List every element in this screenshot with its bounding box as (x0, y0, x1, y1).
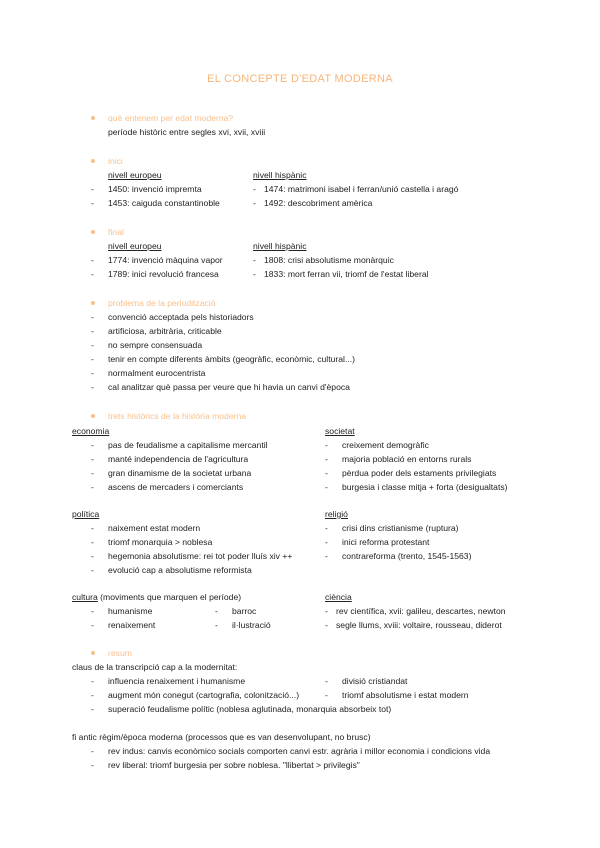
list-item: - tenir en compte diferents àmbits (geogràfic, econòmic, cultural...) (91, 354, 355, 364)
list-item: - 1450: invenció impremta (91, 184, 202, 194)
list-item: - 1833: mort ferran vii, triomf de l'estat liberal (253, 269, 429, 279)
cultura-suffix: (moviments que marquen el període) (97, 592, 242, 602)
list-item: - burgesia i classe mitja + forta (desigualtats) (325, 482, 508, 492)
heading-text: problema de la periodització (108, 298, 216, 308)
list-item: - convenció acceptada pels historiadors (91, 312, 254, 322)
list-item: - normalment eurocentrista (91, 368, 206, 378)
list-item: - divisió cristiandat (325, 676, 408, 686)
heading-text: inici (108, 156, 123, 166)
list-item: - 1808: crisi absolutisme monàrquic (253, 255, 394, 265)
list-item: - 1453: caiguda constantinoble (91, 198, 220, 208)
societat-label: societat (325, 426, 355, 436)
transition-text: fi antic règim/època moderna (processos que es van desenvolupant, no brusc) (72, 732, 371, 742)
list-item: - pas de feudalisme a capitalisme mercantil (91, 440, 268, 450)
final-europe-label: nivell europeu (108, 241, 162, 251)
list-item: - contrareforma (trento, 1545-1563) (325, 551, 472, 561)
final-hispanic-label: nivell hispànic (253, 241, 307, 251)
list-item: - pèrdua poder dels estaments privilegiats (325, 468, 497, 478)
list-item: - triomf monarquia > noblesa (91, 537, 213, 547)
section-heading-inici (91, 156, 123, 167)
inici-europe-label: nivell europeu (108, 170, 162, 180)
list-item: - barroc (215, 606, 257, 616)
summary-intro: claus de la transcripció cap a la modernitat: (72, 662, 238, 672)
list-item: - artificiosa, arbitrària, criticable (91, 326, 222, 336)
section-heading-traits (91, 411, 246, 422)
religio-label: religió (325, 509, 348, 519)
list-item: - gran dinamisme de la societat urbana (91, 468, 252, 478)
economia-label: economia (72, 426, 110, 436)
list-item: - influencia renaixement i humanisme (91, 676, 246, 686)
bullet-icon (91, 651, 95, 655)
list-item: - 1789: inici revolució francesa (91, 269, 219, 279)
list-item: - ascens de mercaders i comerciants (91, 482, 244, 492)
heading-text: final (108, 227, 124, 237)
list-item: - hegemonia absolutisme: rei tot poder lluís xiv ++ (91, 551, 293, 561)
list-item: - augment món conegut (cartografia, colonització...) (91, 690, 300, 700)
list-item: - crisi dins cristianisme (ruptura) (325, 523, 459, 533)
heading-text: què entenem per edat moderna? (108, 113, 234, 123)
list-item: - triomf absolutisme i estat modern (325, 690, 469, 700)
list-item: - humanisme (91, 606, 153, 616)
section-heading-periodization (91, 298, 216, 309)
list-item: - 1492: descobriment amèrica (253, 198, 373, 208)
cultura-heading (72, 592, 241, 603)
list-item: - segle llums, xviii: voltaire, rousseau, diderot (325, 620, 502, 630)
section-heading-final (91, 227, 124, 238)
bullet-icon (91, 159, 95, 163)
page-title: EL CONCEPTE D'EDAT MODERNA (207, 73, 393, 85)
bullet-icon (91, 414, 95, 418)
bullet-icon (91, 230, 95, 234)
heading-text: trets històrics de la història moderna (108, 411, 247, 421)
ciencia-label: ciència (325, 592, 352, 602)
list-item: - rev liberal: triomf burgesia per sobre noblesa. "llibertat > privilegis" (91, 760, 360, 770)
list-item: - superació feudalisme polític (noblesa aglutinada, monarquia absorbeix tot) (91, 704, 392, 714)
heading-text: resum (108, 648, 132, 658)
section-heading-summary (91, 648, 132, 659)
list-item: - rev científica, xvii: galileu, descartes, newton (325, 606, 506, 616)
list-item: - naixement estat modern (91, 523, 201, 533)
list-item: - 1774: invenció màquina vapor (91, 255, 223, 265)
bullet-icon (91, 301, 95, 305)
politica-label: política (72, 509, 100, 519)
list-item: - creixement demogràfic (325, 440, 429, 450)
list-item: - 1474: matrimoni isabel i ferran/unió castella i aragó (253, 184, 459, 194)
list-item: - majoria població en entorns rurals (325, 454, 472, 464)
definition-text: període històric entre segles xvi, xvii, xviii (108, 127, 266, 137)
list-item: - manté independencia de l'agricultura (91, 454, 249, 464)
list-item: - no sempre consensuada (91, 340, 203, 350)
list-item: - rev indus: canvis econòmico socials comporten canvi estr. agrària i millor economia i condicions vida (91, 746, 491, 756)
section-heading-definition (91, 113, 233, 124)
cultura-label: cultura (72, 592, 98, 602)
list-item: - evolució cap a absolutisme reformista (91, 565, 252, 575)
list-item: - cal analitzar què passa per veure que hi havia un canvi d'època (91, 382, 350, 392)
list-item: - il·lustració (215, 620, 271, 630)
inici-hispanic-label: nivell hispànic (253, 170, 307, 180)
list-item: - inici reforma protestant (325, 537, 430, 547)
list-item: - renaixement (91, 620, 156, 630)
bullet-icon (91, 116, 95, 120)
